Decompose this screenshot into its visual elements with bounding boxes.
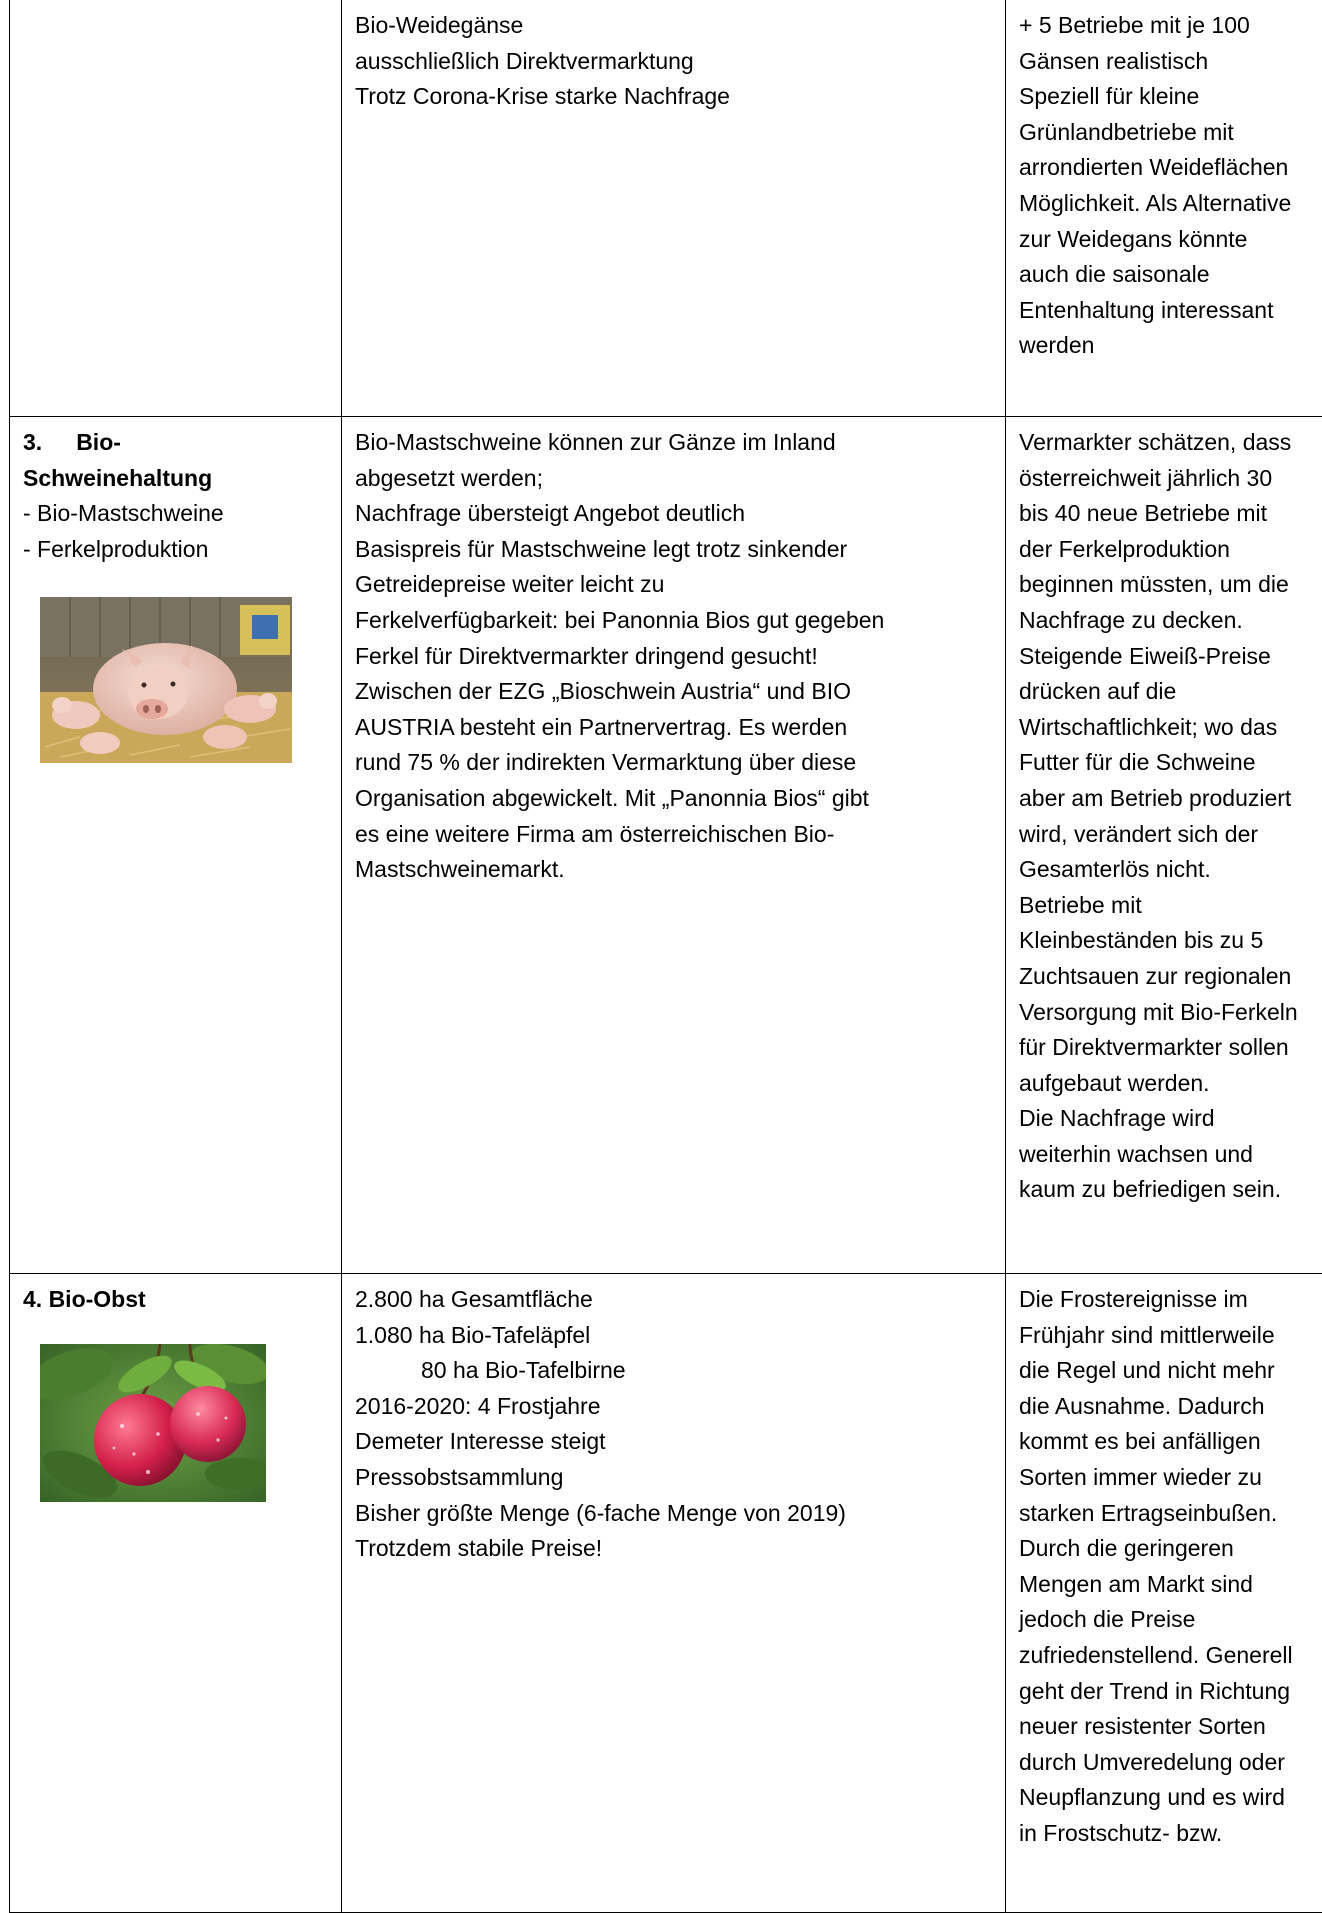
section-number: 3. bbox=[23, 429, 42, 455]
text-line: Sorten immer wieder zu bbox=[1019, 1460, 1322, 1496]
text-line: kommt es bei anfälligen bbox=[1019, 1424, 1322, 1460]
text-line: bis 40 neue Betriebe mit bbox=[1019, 496, 1322, 532]
text-line: AUSTRIA besteht ein Partnervertrag. Es werden bbox=[355, 710, 993, 746]
text-line: Neupflanzung und es wird bbox=[1019, 1780, 1322, 1816]
cell-outlook bbox=[1006, 0, 1322, 417]
section-heading: 4. Bio-Obst bbox=[23, 1282, 329, 1318]
text-line: Betriebe mit bbox=[1019, 888, 1322, 924]
market-table bbox=[9, 0, 1322, 1913]
text-line: Kleinbeständen bis zu 5 bbox=[1019, 923, 1322, 959]
text-line: Futter für die Schweine bbox=[1019, 745, 1322, 781]
text-line: Wirtschaftlichkeit; wo das bbox=[1019, 710, 1322, 746]
text-line: Entenhaltung interessant bbox=[1019, 293, 1322, 329]
text-line: Die Frostereignisse im bbox=[1019, 1282, 1322, 1318]
text-line: Steigende Eiweiß-Preise bbox=[1019, 639, 1322, 675]
text-line: kaum zu befriedigen sein. bbox=[1019, 1172, 1322, 1208]
text-line: Möglichkeit. Als Alternative bbox=[1019, 186, 1322, 222]
text-line: Getreidepreise weiter leicht zu bbox=[355, 567, 993, 603]
text-line: Die Nachfrage wird bbox=[1019, 1101, 1322, 1137]
text-line: beginnen müssten, um die bbox=[1019, 567, 1322, 603]
pig-photo bbox=[40, 597, 329, 763]
text-line: Bisher größte Menge (6-fache Menge von 2019) bbox=[355, 1496, 993, 1532]
text-line: 1.080 ha Bio-Tafeläpfel bbox=[355, 1318, 993, 1354]
text-line: Vermarkter schätzen, dass bbox=[1019, 425, 1322, 461]
cell-outlook bbox=[1006, 417, 1322, 1274]
text-line: es eine weitere Firma am österreichischen Bio- bbox=[355, 817, 993, 853]
pig-image bbox=[40, 597, 292, 763]
text-line: jedoch die Preise bbox=[1019, 1602, 1322, 1638]
table-row bbox=[10, 1274, 1322, 1913]
text-line: abgesetzt werden; bbox=[355, 461, 993, 497]
apple-photo bbox=[40, 1344, 329, 1502]
cell-market-info bbox=[342, 417, 1006, 1274]
text-line: 2.800 ha Gesamtfläche bbox=[355, 1282, 993, 1318]
text-line: Mastschweinemarkt. bbox=[355, 852, 993, 888]
cell-outlook bbox=[1006, 1274, 1322, 1913]
text-line: auch die saisonale bbox=[1019, 257, 1322, 293]
text-line: Bio-Weidegänse bbox=[355, 8, 993, 44]
text-line: in Frostschutz- bzw. bbox=[1019, 1816, 1322, 1852]
text-line: Speziell für kleine bbox=[1019, 79, 1322, 115]
cell-category bbox=[10, 0, 342, 417]
text-line: arrondierten Weideflächen bbox=[1019, 150, 1322, 186]
text-line: Ferkelverfügbarkeit: bei Panonnia Bios gut gegeben bbox=[355, 603, 993, 639]
section-heading bbox=[23, 425, 329, 461]
text-line: geht der Trend in Richtung bbox=[1019, 1674, 1322, 1710]
text-line: werden bbox=[1019, 328, 1322, 364]
text-line: Frühjahr sind mittlerweile bbox=[1019, 1318, 1322, 1354]
text-line: aber am Betrieb produziert bbox=[1019, 781, 1322, 817]
table-row bbox=[10, 0, 1322, 417]
text-line: österreichweit jährlich 30 bbox=[1019, 461, 1322, 497]
text-line: Demeter Interesse steigt bbox=[355, 1424, 993, 1460]
text-line: der Ferkelproduktion bbox=[1019, 532, 1322, 568]
text-line: Zwischen der EZG „Bioschwein Austria“ und BIO bbox=[355, 674, 993, 710]
category-item: - Bio-Mastschweine bbox=[23, 496, 329, 532]
text-line: Ferkel für Direktvermarkter dringend gesucht! bbox=[355, 639, 993, 675]
text-line: 80 ha Bio-Tafelbirne bbox=[355, 1353, 993, 1389]
cell-market-info bbox=[342, 0, 1006, 417]
text-line: Organisation abgewickelt. Mit „Panonnia Bios“ gibt bbox=[355, 781, 993, 817]
text-line: ausschließlich Direktvermarktung bbox=[355, 44, 993, 80]
text-line: die Ausnahme. Dadurch bbox=[1019, 1389, 1322, 1425]
text-line: die Regel und nicht mehr bbox=[1019, 1353, 1322, 1389]
text-line: Durch die geringeren bbox=[1019, 1531, 1322, 1567]
text-line: drücken auf die bbox=[1019, 674, 1322, 710]
text-line: durch Umveredelung oder bbox=[1019, 1745, 1322, 1781]
text-line: Nachfrage zu decken. bbox=[1019, 603, 1322, 639]
text-line: starken Ertragseinbußen. bbox=[1019, 1496, 1322, 1532]
text-line: Basispreis für Mastschweine legt trotz sinkender bbox=[355, 532, 993, 568]
text-line: Grünlandbetriebe mit bbox=[1019, 115, 1322, 151]
text-line: Nachfrage übersteigt Angebot deutlich bbox=[355, 496, 993, 532]
text-line: Bio-Mastschweine können zur Gänze im Inland bbox=[355, 425, 993, 461]
text-line: 2016-2020: 4 Frostjahre bbox=[355, 1389, 993, 1425]
text-line: Trotzdem stabile Preise! bbox=[355, 1531, 993, 1567]
apple-image bbox=[40, 1344, 266, 1502]
text-line: rund 75 % der indirekten Vermarktung über diese bbox=[355, 745, 993, 781]
text-line: aufgebaut werden. bbox=[1019, 1066, 1322, 1102]
text-line: zur Weidegans könnte bbox=[1019, 222, 1322, 258]
text-line: weiterhin wachsen und bbox=[1019, 1137, 1322, 1173]
cell-market-info bbox=[342, 1274, 1006, 1913]
text-line: Pressobstsammlung bbox=[355, 1460, 993, 1496]
cell-category bbox=[10, 1274, 342, 1913]
text-line: Gesamterlös nicht. bbox=[1019, 852, 1322, 888]
table-row bbox=[10, 417, 1322, 1274]
cell-category bbox=[10, 417, 342, 1274]
text-line: Mengen am Markt sind bbox=[1019, 1567, 1322, 1603]
text-line: + 5 Betriebe mit je 100 bbox=[1019, 8, 1322, 44]
section-heading-part: Bio- bbox=[76, 429, 121, 455]
text-line: zufriedenstellend. Generell bbox=[1019, 1638, 1322, 1674]
text-line: wird, verändert sich der bbox=[1019, 817, 1322, 853]
text-line: Zuchtsauen zur regionalen bbox=[1019, 959, 1322, 995]
text-line: Versorgung mit Bio-Ferkeln bbox=[1019, 995, 1322, 1031]
text-line: Trotz Corona-Krise starke Nachfrage bbox=[355, 79, 993, 115]
text-line: neuer resistenter Sorten bbox=[1019, 1709, 1322, 1745]
category-item: - Ferkelproduktion bbox=[23, 532, 329, 568]
text-line: Gänsen realistisch bbox=[1019, 44, 1322, 80]
section-heading-part: Schweinehaltung bbox=[23, 461, 329, 497]
text-line: für Direktvermarkter sollen bbox=[1019, 1030, 1322, 1066]
